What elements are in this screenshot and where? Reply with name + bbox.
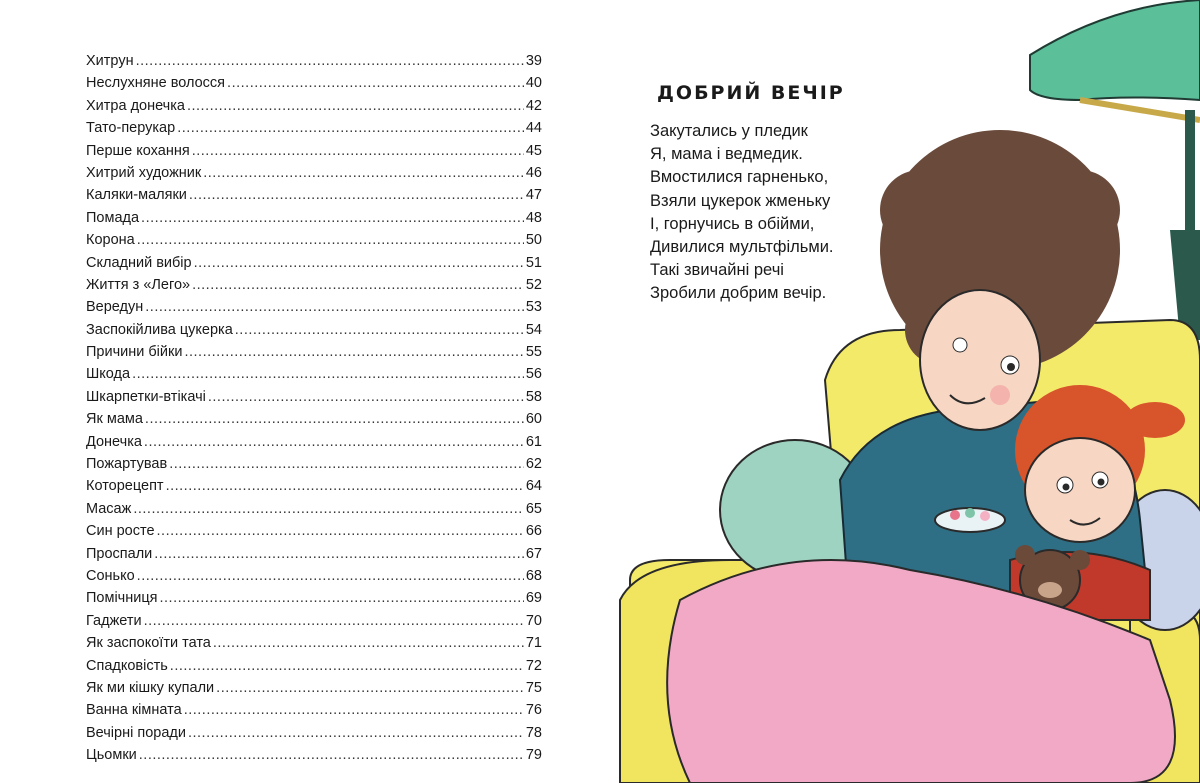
toc-entry bbox=[86, 744, 542, 766]
toc-entry-title: Син росте bbox=[86, 523, 155, 540]
toc-leader-dots bbox=[216, 677, 524, 699]
toc-entry-title: Помада bbox=[86, 209, 140, 226]
toc-entry bbox=[86, 498, 542, 520]
toc-entry-page: 75 bbox=[525, 679, 542, 696]
toc-entry bbox=[86, 475, 542, 497]
toc-leader-dots bbox=[235, 319, 524, 341]
toc-entry-page: 46 bbox=[525, 164, 542, 181]
toc-leader-dots bbox=[132, 363, 524, 385]
toc-entry bbox=[86, 699, 542, 721]
toc-entry-page: 44 bbox=[525, 120, 542, 137]
toc-entry-title: Цьомки bbox=[86, 747, 137, 764]
toc-entry-page: 64 bbox=[525, 478, 542, 495]
toc-leader-dots bbox=[192, 274, 524, 296]
toc-leader-dots bbox=[144, 610, 524, 632]
toc-entry bbox=[86, 565, 542, 587]
toc-entry bbox=[86, 453, 542, 475]
toc-entry-title: Масаж bbox=[86, 500, 132, 517]
toc-leader-dots bbox=[145, 296, 524, 318]
toc-leader-dots bbox=[133, 498, 524, 520]
toc-entry bbox=[86, 386, 542, 408]
toc-entry-page: 61 bbox=[525, 433, 542, 450]
poem-line: Дивилися мультфільми. bbox=[650, 238, 834, 257]
toc-entry-page: 40 bbox=[525, 75, 542, 92]
toc-entry-title: Проспали bbox=[86, 545, 153, 562]
toc-entry bbox=[86, 252, 542, 274]
toc-leader-dots bbox=[169, 453, 524, 475]
toc-entry-title: Пожартував bbox=[86, 456, 168, 473]
toc-entry-page: 62 bbox=[525, 456, 542, 473]
toc-entry bbox=[86, 117, 542, 139]
toc-entry-page: 70 bbox=[525, 612, 542, 629]
toc-entry-page: 69 bbox=[525, 590, 542, 607]
toc-entry bbox=[86, 363, 542, 385]
toc-entry-page: 56 bbox=[525, 366, 542, 383]
toc-leader-dots bbox=[144, 431, 524, 453]
toc-entry-title: Помічниця bbox=[86, 590, 158, 607]
toc-leader-dots bbox=[166, 475, 524, 497]
toc-entry-title: Ванна кімната bbox=[86, 702, 182, 719]
toc-entry-page: 52 bbox=[525, 276, 542, 293]
toc-leader-dots bbox=[137, 565, 524, 587]
toc-entry bbox=[86, 184, 542, 206]
toc-entry-title: Хитрун bbox=[86, 53, 134, 69]
toc-entry bbox=[86, 520, 542, 542]
toc-entry-title: Корона bbox=[86, 232, 135, 249]
toc-entry bbox=[86, 319, 542, 341]
toc-entry bbox=[86, 587, 542, 609]
toc-leader-dots bbox=[154, 543, 524, 565]
toc-entry-page: 50 bbox=[525, 232, 542, 249]
toc-leader-dots bbox=[157, 520, 524, 542]
toc-entry bbox=[86, 655, 542, 677]
poem-line: Вмостилися гарненько, bbox=[650, 168, 829, 187]
toc-entry-page: 67 bbox=[525, 545, 542, 562]
toc-entry bbox=[86, 543, 542, 565]
toc-leader-dots bbox=[137, 229, 524, 251]
toc-leader-dots bbox=[192, 140, 524, 162]
poem-line: Взяли цукерок жменьку bbox=[650, 191, 831, 210]
toc-entry-title: Спадковість bbox=[86, 657, 168, 674]
toc-entry-page: 58 bbox=[525, 388, 542, 405]
toc-leader-dots bbox=[184, 341, 523, 363]
toc-entry-title: Хитра донечка bbox=[86, 97, 185, 114]
toc-entry-page: 53 bbox=[525, 299, 542, 316]
toc-entry-page: 48 bbox=[525, 209, 542, 226]
toc-leader-dots bbox=[189, 184, 524, 206]
toc-entry-title: Каляки-маляки bbox=[86, 187, 187, 204]
toc-entry bbox=[86, 722, 542, 744]
toc-entry bbox=[86, 431, 542, 453]
toc-entry bbox=[86, 677, 542, 699]
toc-entry-page: 76 bbox=[525, 702, 542, 719]
toc-entry-page: 78 bbox=[525, 724, 542, 741]
toc-leader-dots bbox=[141, 207, 524, 229]
toc-entry bbox=[86, 140, 542, 162]
toc-leader-dots bbox=[213, 632, 524, 654]
table-of-contents bbox=[86, 50, 542, 767]
toc-entry-title: Як ми кішку купали bbox=[86, 679, 215, 696]
toc-entry-title: Хитрий художник bbox=[86, 164, 202, 181]
toc-leader-dots bbox=[136, 50, 524, 72]
toc-entry-page: 65 bbox=[525, 500, 542, 517]
poem-line: Зробили добрим вечір. bbox=[650, 284, 827, 303]
toc-entry-title: Перше кохання bbox=[86, 142, 190, 159]
toc-entry-page: 45 bbox=[525, 142, 542, 159]
toc-entry bbox=[86, 95, 542, 117]
toc-leader-dots bbox=[145, 408, 524, 430]
toc-leader-dots bbox=[194, 252, 524, 274]
toc-entry-title: Гаджети bbox=[86, 612, 142, 629]
toc-leader-dots bbox=[203, 162, 524, 184]
toc-entry-page: 54 bbox=[525, 321, 542, 338]
toc-leader-dots bbox=[160, 587, 524, 609]
toc-entry bbox=[86, 72, 542, 94]
toc-leader-dots bbox=[208, 386, 524, 408]
toc-entry-title: Сонько bbox=[86, 567, 135, 584]
toc-entry bbox=[86, 274, 542, 296]
toc-entry bbox=[86, 162, 542, 184]
toc-entry-page: 55 bbox=[525, 344, 542, 361]
toc-entry-page: 79 bbox=[525, 747, 542, 764]
toc-entry-page: 68 bbox=[525, 567, 542, 584]
toc-entry-title: Шкода bbox=[86, 366, 131, 383]
toc-entry-title: Донечка bbox=[86, 433, 142, 450]
toc-entry bbox=[86, 408, 542, 430]
toc-leader-dots bbox=[184, 699, 524, 721]
toc-leader-dots bbox=[188, 722, 524, 744]
toc-entry-title: Тато-перукар bbox=[86, 120, 176, 137]
toc-entry-title: Як мама bbox=[86, 411, 143, 428]
toc-entry bbox=[86, 341, 542, 363]
toc-leader-dots bbox=[170, 655, 524, 677]
toc-entry-title: Вередун bbox=[86, 299, 144, 316]
poem-line: Такі звичайні речі bbox=[650, 261, 784, 280]
toc-entry bbox=[86, 632, 542, 654]
toc-leader-dots bbox=[139, 744, 524, 766]
toc-entry bbox=[86, 610, 542, 632]
toc-entry-title: Вечірні поради bbox=[86, 724, 186, 741]
poem-line: Я, мама і ведмедик. bbox=[650, 145, 803, 164]
toc-entry-title: Причини бійки bbox=[86, 344, 183, 361]
toc-entry-page: 71 bbox=[525, 635, 542, 652]
toc-entry bbox=[86, 296, 542, 318]
toc-entry-page: 51 bbox=[525, 254, 542, 271]
toc-entry bbox=[86, 229, 542, 251]
toc-entry-title: Заспокійлива цукерка bbox=[86, 321, 233, 338]
toc-entry-page: 47 bbox=[525, 187, 542, 204]
poem-title: ДОБРИЙ ВЕЧІР bbox=[657, 82, 845, 104]
toc-leader-dots bbox=[227, 72, 524, 94]
toc-entry-page: 42 bbox=[525, 97, 542, 114]
toc-entry-title: Которецепт bbox=[86, 478, 164, 495]
toc-entry-title: Життя з «Лего» bbox=[86, 276, 191, 293]
toc-entry-title: Шкарпетки-втікачі bbox=[86, 388, 206, 405]
illustration bbox=[610, 0, 1200, 783]
toc-entry-title: Неслухняне волосся bbox=[86, 75, 226, 92]
toc-entry-page: 60 bbox=[525, 411, 542, 428]
toc-entry-page: 66 bbox=[525, 523, 542, 540]
toc-entry-title: Складний вибір bbox=[86, 254, 192, 271]
toc-leader-dots bbox=[177, 117, 524, 139]
toc-entry-page: 39 bbox=[525, 53, 542, 69]
candy-bowl bbox=[935, 508, 1005, 532]
toc-entry-page: 72 bbox=[525, 657, 542, 674]
toc-entry bbox=[86, 50, 542, 72]
poem-line: І, горнучись в обійми, bbox=[650, 214, 815, 233]
poem-line: Закутались у пледик bbox=[650, 122, 808, 140]
toc-entry-title: Як заспокоїти тата bbox=[86, 635, 211, 652]
toc-entry bbox=[86, 207, 542, 229]
toc-leader-dots bbox=[187, 95, 524, 117]
